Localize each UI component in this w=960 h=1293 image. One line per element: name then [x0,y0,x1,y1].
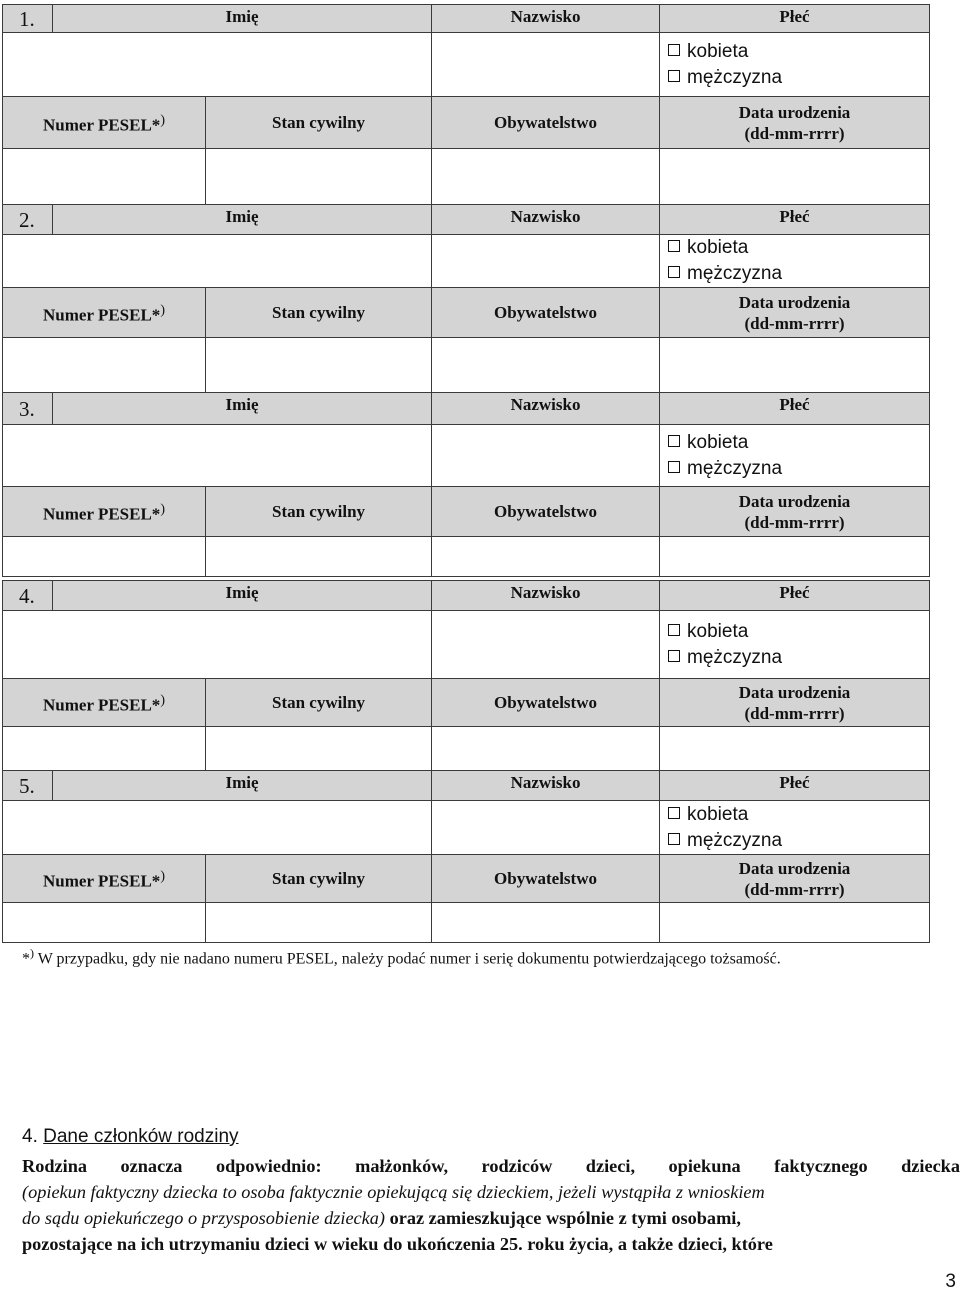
header-stan: Stan cywilny [206,855,432,903]
header-pesel [3,487,206,537]
header-nazwisko: Nazwisko [432,5,660,33]
pesel-field[interactable] [3,903,206,943]
block-number: 3. [3,393,53,425]
header-plec: Płeć [660,205,930,235]
data-label: Data urodzenia [738,102,851,122]
section-paragraph [22,1153,960,1257]
header-imie: Imię [53,393,432,425]
paragraph-line-2: (opiekun faktyczny dziecka to osoba faktycznie opiekującą się dzieckiem, jeżeli wystąpiła z wnioskiem [22,1182,765,1202]
person-block-2 [2,204,930,394]
stan-field[interactable] [206,537,432,577]
label-mezczyzna: mężczyzna [687,457,783,479]
paragraph-line-4: pozostające na ich utrzymaniu dzieci w wieku do ukończenia 25. roku życia, a także dzieci, które [22,1234,773,1254]
header-imie: Imię [53,771,432,801]
plec-options [660,801,930,855]
data-field[interactable] [660,537,930,577]
pesel-label: Numer PESEL* [43,115,161,135]
header-stan: Stan cywilny [206,288,432,338]
label-kobieta: kobieta [687,237,749,258]
data-format: (dd-mm-rrrr) [744,512,845,532]
obyw-field[interactable] [432,537,660,577]
option-kobieta[interactable] [668,619,929,645]
person-block-5 [2,770,930,943]
checkbox-kobieta[interactable] [668,624,680,636]
header-nazwisko: Nazwisko [432,771,660,801]
person-block-3 [2,392,930,577]
option-kobieta[interactable] [668,802,929,828]
header-stan: Stan cywilny [206,679,432,727]
block-number: 4. [3,581,53,611]
data-field[interactable] [660,338,930,394]
pesel-mark: ) [160,692,165,708]
checkbox-kobieta[interactable] [668,240,680,252]
header-pesel [3,97,206,149]
pesel-mark: ) [160,501,165,517]
imie-field[interactable] [3,611,432,679]
data-format: (dd-mm-rrrr) [744,313,845,333]
header-plec: Płeć [660,5,930,33]
option-mezczyzna[interactable] [668,828,929,854]
option-mezczyzna[interactable] [668,645,929,671]
data-label: Data urodzenia [738,292,851,312]
plec-options [660,425,930,487]
footnote-mark-sup: ) [30,946,34,960]
label-kobieta: kobieta [687,40,749,62]
block-number: 1. [3,5,53,33]
data-field[interactable] [660,727,930,771]
data-label: Data urodzenia [738,491,851,511]
label-mezczyzna: mężczyzna [687,646,783,668]
person-block-1 [2,4,930,209]
stan-field[interactable] [206,903,432,943]
label-mezczyzna: mężczyzna [687,66,783,88]
header-data [660,679,930,727]
header-nazwisko: Nazwisko [432,205,660,235]
footnote-text: W przypadku, gdy nie nadano numeru PESEL, należy podać numer i serię dokumentu potwierdzającego tożsamość. [37,950,781,968]
stan-field[interactable] [206,338,432,394]
header-obyw: Obywatelstwo [432,97,660,149]
person-block-4 [2,580,930,771]
pesel-label: Numer PESEL* [43,871,161,891]
header-data [660,97,930,149]
header-plec: Płeć [660,581,930,611]
label-mezczyzna: mężczyzna [687,829,783,851]
option-mezczyzna[interactable] [668,261,929,287]
data-field[interactable] [660,149,930,209]
header-data [660,288,930,338]
paragraph-line-3 [22,1205,960,1231]
pesel-label: Numer PESEL* [43,695,161,715]
header-plec: Płeć [660,771,930,801]
checkbox-kobieta[interactable] [668,435,680,447]
plec-options [660,33,930,97]
imie-field[interactable] [3,235,432,288]
footnote-mark: * [22,950,30,968]
header-data [660,487,930,537]
data-format: (dd-mm-rrrr) [744,879,845,899]
header-imie: Imię [53,581,432,611]
pesel-mark: ) [160,112,165,128]
header-stan: Stan cywilny [206,487,432,537]
checkbox-kobieta[interactable] [668,807,680,819]
data-format: (dd-mm-rrrr) [744,703,845,723]
pesel-field[interactable] [3,338,206,394]
header-stan: Stan cywilny [206,97,432,149]
checkbox-mezczyzna[interactable] [668,833,680,845]
header-pesel [3,288,206,338]
imie-field[interactable] [3,33,432,97]
nazwisko-field[interactable] [432,425,660,487]
option-kobieta[interactable] [668,39,929,65]
block-number: 2. [3,205,53,235]
page-number: 3 [945,1271,956,1292]
data-label: Data urodzenia [738,682,851,702]
label-kobieta: kobieta [687,803,749,825]
obyw-field[interactable] [432,727,660,771]
pesel-label: Numer PESEL* [43,504,161,524]
stan-field[interactable] [206,727,432,771]
header-obyw: Obywatelstwo [432,855,660,903]
data-label: Data urodzenia [738,858,851,878]
header-obyw: Obywatelstwo [432,288,660,338]
pesel-label: Numer PESEL* [43,305,161,325]
header-obyw: Obywatelstwo [432,487,660,537]
block-number: 5. [3,771,53,801]
header-plec: Płeć [660,393,930,425]
header-pesel [3,679,206,727]
pesel-mark: ) [160,302,165,318]
plec-options [660,235,930,288]
checkbox-mezczyzna[interactable] [668,461,680,473]
stan-field[interactable] [206,149,432,209]
pesel-field[interactable] [3,537,206,577]
paragraph-line-1: Rodzina oznacza odpowiednio: małżonków, rodziców dzieci, opiekuna faktycznego dziecka [22,1156,960,1176]
label-mezczyzna: mężczyzna [687,263,783,284]
section-number: 4. [22,1126,38,1147]
option-mezczyzna[interactable] [668,456,929,482]
label-kobieta: kobieta [687,620,749,642]
pesel-footnote [22,946,781,968]
header-nazwisko: Nazwisko [432,581,660,611]
label-kobieta: kobieta [687,431,749,453]
header-imie: Imię [53,5,432,33]
section-heading [22,1126,960,1148]
header-obyw: Obywatelstwo [432,679,660,727]
nazwisko-field[interactable] [432,611,660,679]
option-kobieta[interactable] [668,235,929,261]
checkbox-kobieta[interactable] [668,44,680,56]
paragraph-line-3-italic: do sądu opiekuńczego o przysposobienie dziecka) [22,1208,386,1228]
header-data [660,855,930,903]
option-mezczyzna[interactable] [668,65,929,91]
checkbox-mezczyzna[interactable] [668,266,680,278]
pesel-field[interactable] [3,149,206,209]
imie-field[interactable] [3,801,432,855]
checkbox-mezczyzna[interactable] [668,650,680,662]
header-nazwisko: Nazwisko [432,393,660,425]
paragraph-line-3-bold: oraz zamieszkujące wspólnie z tymi osobami, [389,1208,741,1228]
header-imie: Imię [53,205,432,235]
pesel-field[interactable] [3,727,206,771]
option-kobieta[interactable] [668,430,929,456]
obyw-field[interactable] [432,903,660,943]
nazwisko-field[interactable] [432,801,660,855]
data-format: (dd-mm-rrrr) [744,123,845,143]
pesel-mark: ) [160,868,165,884]
checkbox-mezczyzna[interactable] [668,70,680,82]
imie-field[interactable] [3,425,432,487]
obyw-field[interactable] [432,149,660,209]
header-pesel [3,855,206,903]
section-title: Dane członków rodziny [43,1126,239,1147]
nazwisko-field[interactable] [432,235,660,288]
obyw-field[interactable] [432,338,660,394]
nazwisko-field[interactable] [432,33,660,97]
data-field[interactable] [660,903,930,943]
plec-options [660,611,930,679]
